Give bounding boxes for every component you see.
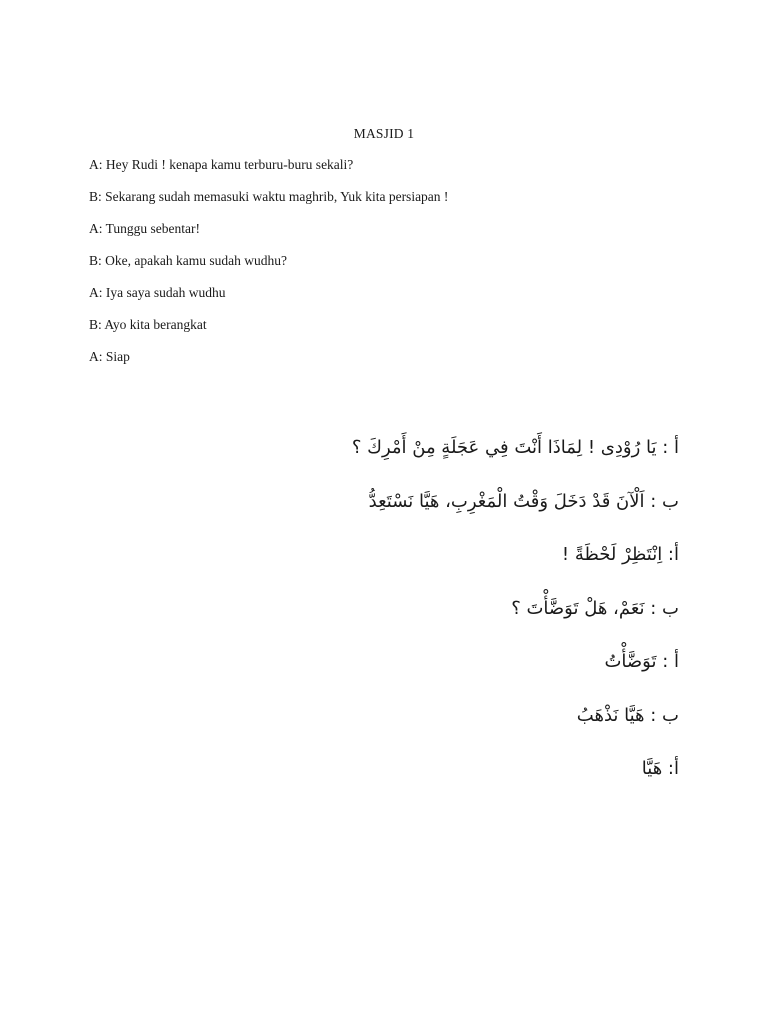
dialog-line: B: Ayo kita berangkat — [89, 317, 207, 332]
dialog-line: A: Iya saya sudah wudhu — [89, 285, 226, 300]
arabic-dialog-line: أ : تَوَضَّأْتُ — [604, 651, 679, 672]
arabic-dialog-line: أ: اِنْتَظِرْ لَحْظَةً ! — [561, 544, 679, 565]
dialog-line: B: Oke, apakah kamu sudah wudhu? — [89, 253, 287, 268]
arabic-dialog — [119, 430, 679, 805]
arabic-dialog-line: ب : اَلْآنَ قَدْ دَخَلَ وَقْتُ الْمَغْرِبِ، هَيَّا نَسْتَعِدُّ — [368, 490, 679, 512]
arabic-dialog-line: أ: هَيَّا — [641, 758, 679, 779]
latin-dialog — [89, 156, 689, 380]
arabic-dialog-line: ب : هَيَّا نَذْهَبُ — [576, 704, 679, 726]
arabic-dialog-line: أ : يَا رُوْدِى ! لِمَاذَا أَنْتَ فِي عَجَلَةٍ مِنْ أَمْرِكَ ؟ — [351, 437, 679, 458]
dialog-line: A: Hey Rudi ! kenapa kamu terburu-buru sekali? — [89, 157, 354, 172]
arabic-dialog-line: ب : نَعَمْ، هَلْ تَوَضَّأْتَ ؟ — [511, 597, 679, 619]
dialog-line: A: Tunggu sebentar! — [89, 221, 200, 236]
dialog-line: A: Siap — [89, 349, 130, 364]
dialog-line: B: Sekarang sudah memasuki waktu maghrib, Yuk kita persiapan ! — [89, 189, 449, 204]
page-title: MASJID 1 — [353, 126, 415, 141]
